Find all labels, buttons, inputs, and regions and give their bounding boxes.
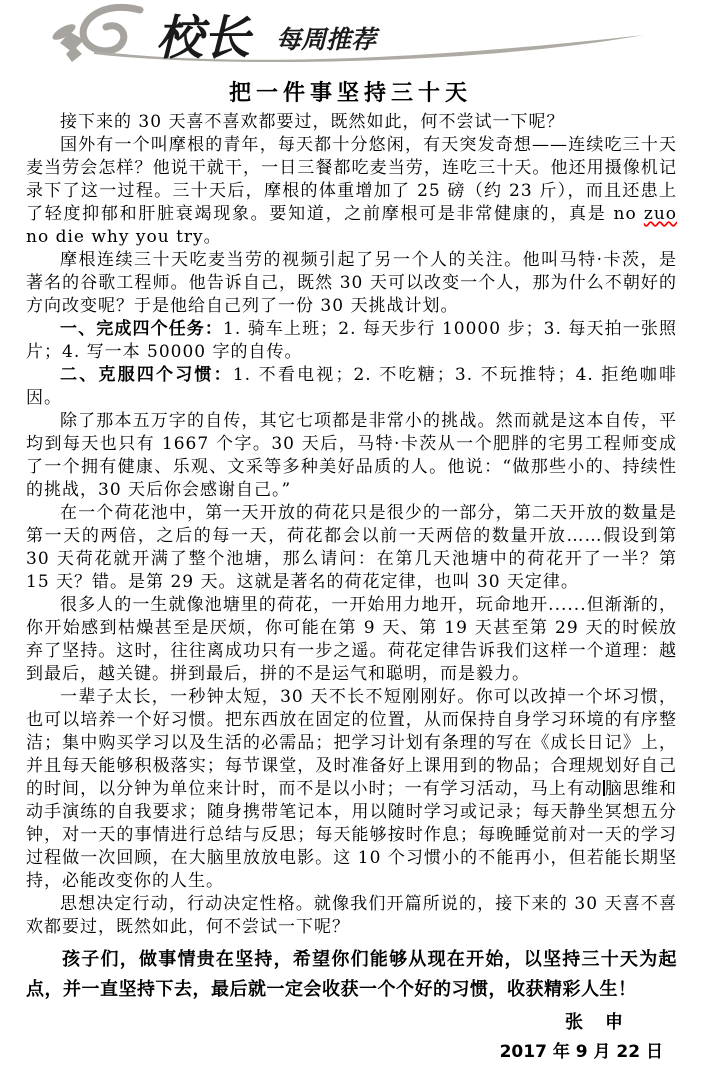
paragraph xyxy=(26,318,677,364)
paragraph xyxy=(26,410,677,502)
text-run: 在一个荷花池中，第一天开放的荷花只是很少的一部分，第二天开放的数量是第一天的两倍，之后的每一天，荷花都会以前一天两倍的数量开放……假设到第 30 天荷花就开满了整个池塘，那么请问：在第几天池塘中的荷花开了一半？第 15 天？错。是第 29 天。这就是著名的荷花定律，也叫 30 天定律。 xyxy=(26,503,677,592)
text-run: zuo xyxy=(643,204,677,224)
paragraph xyxy=(26,945,677,1005)
article-body xyxy=(0,111,701,1005)
text-run: 除了那本五万字的自传，其它七项都是非常小的挑战。然而就是这本自传，平均到每天也只有 1667 个字。30 天后，马特·卡茨从一个肥胖的宅男工程师变成了一个拥有健康、乐观、文采等多种美好品质的人。他说：“做那些小的、持续性的挑战，30 天后你会感谢自己。” xyxy=(26,411,677,500)
masthead-logo xyxy=(44,2,684,64)
text-run: 一、完成四个任务： xyxy=(60,319,224,339)
signature: 张 申 xyxy=(565,1012,625,1033)
logo-subtitle: 每周推荐 xyxy=(276,25,377,54)
paragraph xyxy=(26,893,677,939)
logo-title: 校长 xyxy=(156,11,250,64)
paragraph xyxy=(26,364,677,410)
paragraph xyxy=(26,686,677,893)
text-run: 1. 骑车上班；2. 每天步行 10000 步；3. 每天拍一张照片；4. 写一本 50000 字的自传。 xyxy=(26,319,677,362)
flourish-icon xyxy=(50,21,84,62)
text-run: 很多人的一生就像池塘里的荷花，一开始用力地开，玩命地开......但渐渐的，你开始感到枯燥甚至是厌烦，你可能在第 9 天、第 19 天甚至第 29 天的时候放弃了坚持。这时，往往离成功只有一步之遥。荷花定律告诉我们这样一个道理：越到最后，越关键。拼到最后，拼的不是运气和聪明，而是毅力。 xyxy=(26,595,677,684)
text-run: 摩根连续三十天吃麦当劳的视频引起了另一个人的关注。他叫马特·卡茨，是著名的谷歌工程师。他告诉自己，既然 30 天可以改变一个人，那为什么不朝好的方向改变呢？于是他给自己列了一份 30 天挑战计划。 xyxy=(26,250,677,316)
text-run: 一辈子太长，一秒钟太短，30 天不长不短刚刚好。你可以改掉一个坏习惯，也可以培养一个好习惯。把东西放在固定的位置，从而保持自身学习环境的有序整洁；集中购买学习以及生活的必需品；把学习计划有条理的写在《成长日记》上，并且每天能够积极落实；每节课堂，及时准备好上课用到的物品；合理规划好自己的时间，以分钟为单位来计时，而不是以小时；一有学习活动，马上有动 xyxy=(26,687,677,799)
paragraph xyxy=(26,134,677,249)
text-run: 脑思维和动手演练的自我要求；随身携带笔记本，用以随时学习或记录；每天静坐冥想五分钟，对一天的事情进行总结与反思；每天能够按时作息；每晚睡觉前对一天的学习过程做一次回顾，在大脑里放放电影。这 10 个习惯小的不能再小，但若能长期坚持，必能改变你的人生。 xyxy=(26,779,678,891)
flourish-curl xyxy=(83,7,140,51)
masthead xyxy=(0,0,701,66)
paragraph xyxy=(26,111,677,134)
text-run: 国外有一个叫摩根的青年，每天都十分悠闲，有天突发奇想——连续吃三十天麦当劳会怎样？他说干就干，一日三餐都吃麦当劳，连吃三十天。他还用摄像机记录下了这一过程。三十天后，摩根的体重增加了 25 磅（约 23 斤），而且还患上了轻度抑郁和肝脏衰竭现象。要知道，之前摩根可是非常健康的，真是 no xyxy=(26,135,677,224)
paragraph xyxy=(26,502,677,594)
text-run: 孩子们，做事情贵在坚持，希望你们能够从现在开始，以坚持三十天为起点，并一直坚持下去，最后就一定会收获一个个好的习惯，收获精彩人生！ xyxy=(26,949,677,1000)
paragraph xyxy=(26,594,677,686)
text-run: 思想决定行动，行动决定性格。就像我们开篇所说的，接下来的 30 天喜不喜欢都要过，既然如此，何不尝试一下呢？ xyxy=(26,894,677,937)
date-line: 2017 年 9 月 22 日 xyxy=(499,1042,663,1062)
text-run: 二、克服四个习惯： xyxy=(60,365,233,385)
article-title: 把一件事坚持三十天 xyxy=(228,80,472,106)
paragraph xyxy=(26,249,677,318)
text-run: no die why you try。 xyxy=(26,227,222,247)
text-run: 接下来的 30 天喜不喜欢都要过，既然如此，何不尝试一下呢？ xyxy=(60,112,565,132)
text-run: 1. 不看电视；2. 不吃糖；3. 不玩推特；4. 拒绝咖啡因。 xyxy=(26,365,678,408)
